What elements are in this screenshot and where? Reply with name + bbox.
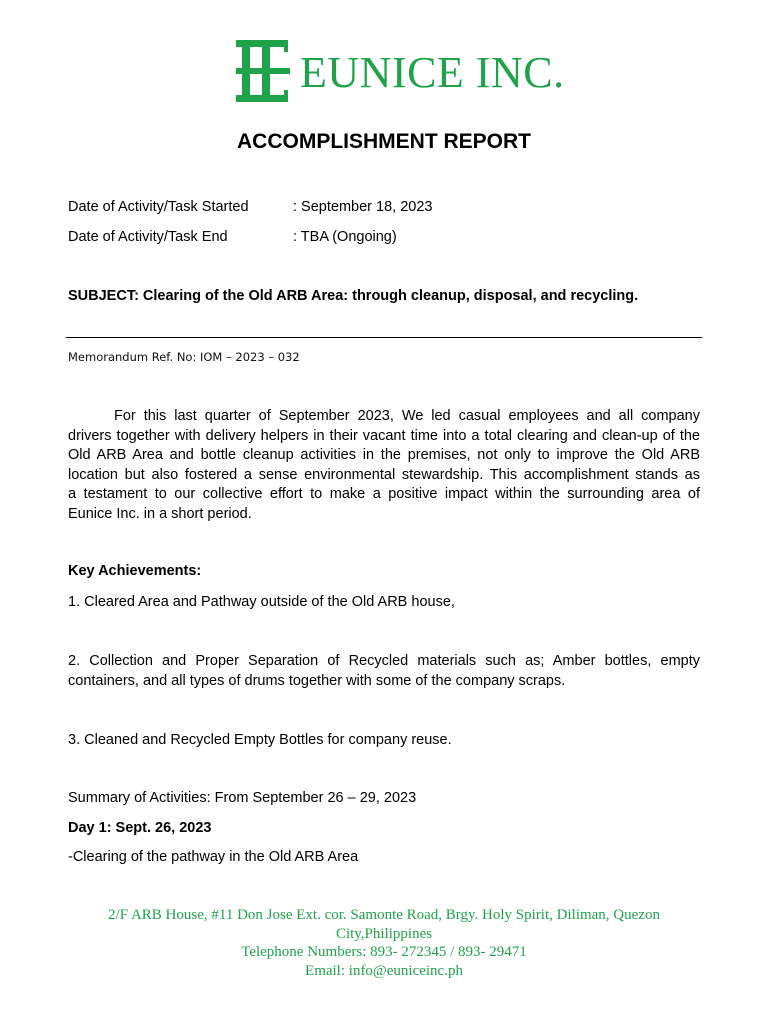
- subject-line: SUBJECT: Clearing of the Old ARB Area: through cleanup, disposal, and recycling.: [68, 288, 639, 304]
- achievement-item: [68, 652, 700, 691]
- footer-address-line2: City,Philippines: [335, 925, 433, 942]
- intro-paragraph: [68, 407, 700, 524]
- paragraph-line: For this last quarter of September 2023, We led casual employees and all company: [114, 408, 700, 424]
- paragraph-line: drivers together with delivery helpers in their vacant time into a total clearing and clean-up of the: [68, 427, 700, 444]
- report-title: ACCOMPLISHMENT REPORT: [237, 130, 531, 153]
- summary-of-activities: Summary of Activities: From September 26 – 29, 2023: [68, 790, 417, 806]
- date-started-label: Date of Activity/Task Started: [68, 199, 249, 215]
- day1-activity: -Clearing of the pathway in the Old ARB Area: [68, 849, 359, 865]
- paragraph-line: a testament to our collective effort to make a positive impact within the surrounding area of: [68, 486, 700, 502]
- achievement-item: [68, 593, 700, 613]
- achievement-line: containers, and all types of drums together with some of the company scraps.: [68, 672, 566, 689]
- key-achievements-heading: Key Achievements:: [68, 563, 202, 579]
- achievement-item: [68, 731, 700, 751]
- company-logo-icon: [234, 38, 290, 104]
- paragraph-line: Eunice Inc. in a short period.: [68, 505, 252, 522]
- memorandum-reference: Memorandum Ref. No: IOM – 2023 – 032: [68, 350, 300, 364]
- company-name: EUNICE INC.: [300, 48, 565, 97]
- date-end-label: Date of Activity/Task End: [68, 229, 228, 245]
- achievement-line: 1. Cleared Area and Pathway outside of the Old ARB house,: [68, 594, 455, 610]
- date-end-value: : TBA (Ongoing): [293, 229, 397, 245]
- footer-email: Email: info@euniceinc.ph: [305, 962, 463, 979]
- achievement-line: 2. Collection and Proper Separation of Recycled materials such as; Amber bottles, empty: [68, 653, 700, 669]
- footer-telephone: Telephone Numbers: 893- 272345 / 893- 29471: [241, 944, 527, 960]
- footer-contact: [0, 906, 768, 980]
- footer-address-line1: 2/F ARB House, #11 Don Jose Ext. cor. Samonte Road, Brgy. Holy Spirit, Diliman, Quezon: [108, 907, 660, 923]
- horizontal-divider: [66, 337, 702, 338]
- day1-heading: Day 1: Sept. 26, 2023: [68, 820, 212, 836]
- date-started-value: : September 18, 2023: [293, 199, 433, 215]
- achievement-line: 3. Cleaned and Recycled Empty Bottles for company reuse.: [68, 732, 452, 748]
- paragraph-line: Old ARB Area and bottle cleanup activities in the premises, not only to improve the Old ARB: [68, 447, 700, 463]
- paragraph-line: location but also fostered a sense environmental stewardship. This accomplishment stands as: [68, 466, 700, 483]
